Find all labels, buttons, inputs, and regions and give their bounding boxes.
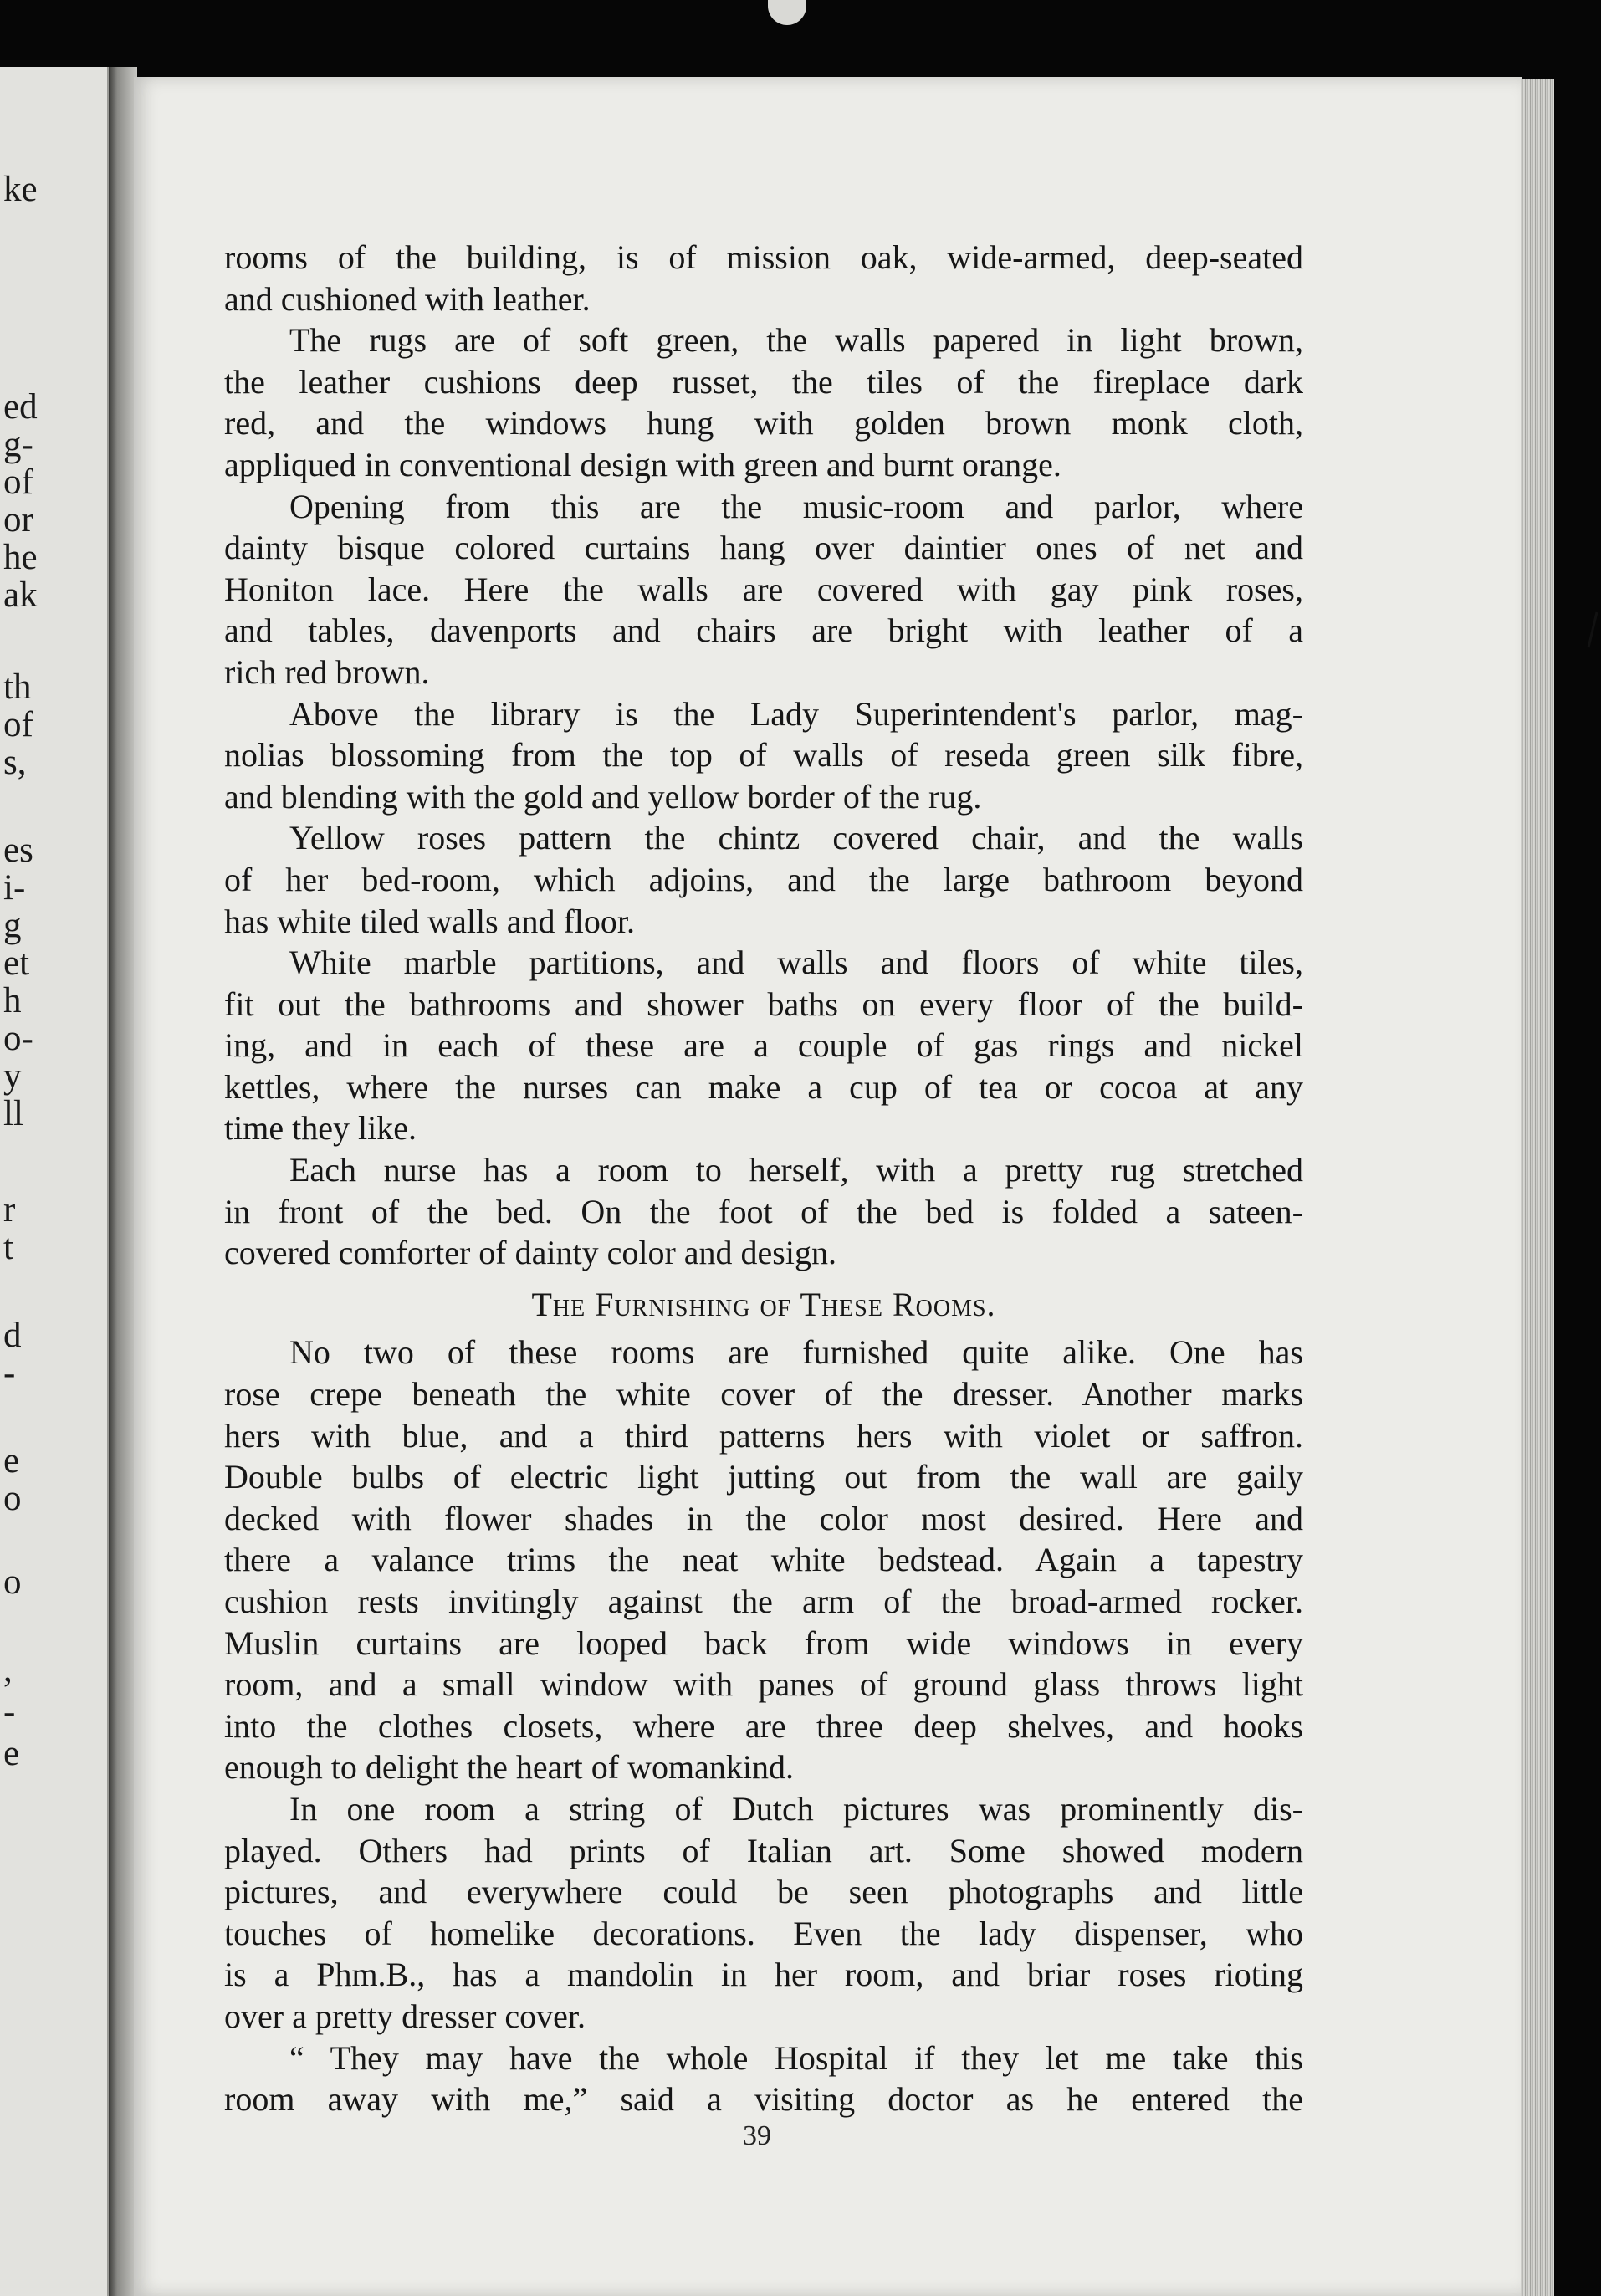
text-line: the leather cushions deep russet, the tiles of the fireplace dark [224,362,1303,401]
text-line: and cushioned with leather. [224,279,591,318]
text-line: pictures, and everywhere could be seen photographs and little [224,1873,1303,1911]
text-line: hers with blue, and a third patterns hers with violet or saffron. [224,1416,1303,1455]
left-page-fragment: s, [3,743,27,782]
left-page-fragment: ll [3,1094,23,1133]
margin-mark [1583,611,1600,651]
text-line: rich red brown. [224,652,430,691]
left-page-fragment: , [3,1650,13,1690]
text-line: nolias blossoming from the top of walls of reseda green silk fibre, [224,736,1303,775]
text-line: time they like. [224,1109,417,1148]
left-page-fragment: of [3,705,33,744]
text-line: Opening from this are the music-room and parlor, where [289,487,1303,525]
left-page-fragment: o [3,1562,22,1602]
left-page-fragment: ke [3,170,38,209]
left-page-fragment: r [3,1190,16,1230]
left-facing-page [0,67,109,2296]
left-page-fragment: or [3,500,33,539]
left-page-fragment: o [3,1479,22,1518]
left-page-fragment: y [3,1056,22,1096]
text-line: White marble partitions, and walls and floors of white tiles, [289,943,1303,982]
left-page-fragment: g- [3,425,33,464]
text-line: of her bed-room, which adjoins, and the large bathroom beyond [224,860,1303,898]
text-line: and tables, davenports and chairs are bright with leather of a [224,611,1303,650]
left-page-fragment: g [3,906,22,945]
text-line: touches of homelike decorations. Even the lady dispenser, who [224,1914,1303,1952]
left-page-fragment: of [3,463,33,502]
text-line: and blending with the gold and yellow border of the rug. [224,777,982,816]
text-line: decked with flower shades in the color most desired. Here and [224,1499,1303,1537]
left-page-fragment: - [3,1353,16,1393]
text-line: red, and the windows hung with golden brown monk cloth, [224,404,1303,442]
left-page-text-fragments [0,67,107,2296]
body-text [224,237,1303,2120]
text-line: Double bulbs of electric light jutting out from the wall are gaily [224,1458,1303,1496]
binding-mark [768,0,806,25]
text-line: rose crepe beneath the white cover of the dresser. Another marks [224,1375,1303,1414]
text-line: Yellow roses pattern the chintz covered chair, and the walls [289,819,1303,857]
text-line: Each nurse has a room to herself, with a pretty rug stretched [289,1151,1303,1189]
left-page-fragment: et [3,943,30,983]
text-line: appliqued in conventional design with green and burnt orange. [224,445,1061,483]
text-line: In one room a string of Dutch pictures was prominently dis- [289,1789,1303,1828]
text-line: cushion rests invitingly against the arm of the broad-armed rocker. [224,1583,1303,1620]
text-line: Above the library is the Lady Superintendent's parlor, mag- [289,694,1303,733]
text-line: rooms of the building, is of mission oak, wide-armed, deep-seated [224,238,1303,276]
text-line: fit out the bathrooms and shower baths on every floor of the build- [224,984,1303,1023]
left-page-fragment: ed [3,387,38,427]
text-line: Honiton lace. Here the walls are covered with gay pink roses, [224,570,1303,608]
left-page-fragment: he [3,538,38,577]
left-page-fragment: es [3,831,33,870]
text-line: covered comforter of dainty color and design. [224,1234,836,1272]
text-line: No two of these rooms are furnished quite alike. One has [289,1333,1303,1372]
left-page-fragment: ak [3,575,38,615]
text-line: “ They may have the whole Hospital if they let me take this [289,2038,1303,2077]
section-heading: The Furnishing of These Rooms. [531,1285,996,1323]
text-line: Muslin curtains are looped back from wide windows in every [224,1624,1303,1662]
left-page-fragment: o- [3,1019,33,1058]
page-number: 39 [743,2120,771,2151]
text-line: into the clothes closets, where are three deep shelves, and hooks [224,1706,1303,1745]
book-gutter [109,67,137,2296]
text-line: in front of the bed. On the foot of the bed is folded a sateen- [224,1192,1303,1230]
text-line: there a valance trims the neat white bedstead. Again a tapestry [224,1541,1303,1579]
text-line: ing, and in each of these are a couple of gas rings and nickel [224,1026,1303,1065]
text-line: room away with me,” said a visiting doctor as he entered the [224,2080,1303,2119]
left-page-fragment: e [3,1734,20,1773]
left-page-fragment: e [3,1441,20,1480]
text-line: dainty bisque colored curtains hang over daintier ones of net and [224,529,1303,567]
text-line: is a Phm.B., has a mandolin in her room, and briar roses rioting [224,1956,1303,1994]
text-line: played. Others had prints of Italian art. Some showed modern [224,1831,1303,1869]
text-line: has white tiled walls and floor. [224,902,636,940]
text-line: kettles, where the nurses can make a cup of tea or cocoa at any [224,1067,1303,1106]
left-page-fragment: i- [3,868,26,908]
left-page-fragment: th [3,667,32,707]
page-edge-stack [1521,79,1554,2296]
text-line: room, and a small window with panes of ground glass throws light [224,1665,1303,1704]
left-page-fragment: h [3,981,22,1020]
text-line: enough to delight the heart of womankind. [224,1748,794,1787]
text-line: The rugs are of soft green, the walls papered in light brown, [289,321,1303,360]
text-line: over a pretty dresser cover. [224,1997,586,2035]
left-page-fragment: t [3,1228,13,1267]
left-page-fragment: d [3,1316,22,1355]
left-page-fragment: - [3,1692,16,1731]
